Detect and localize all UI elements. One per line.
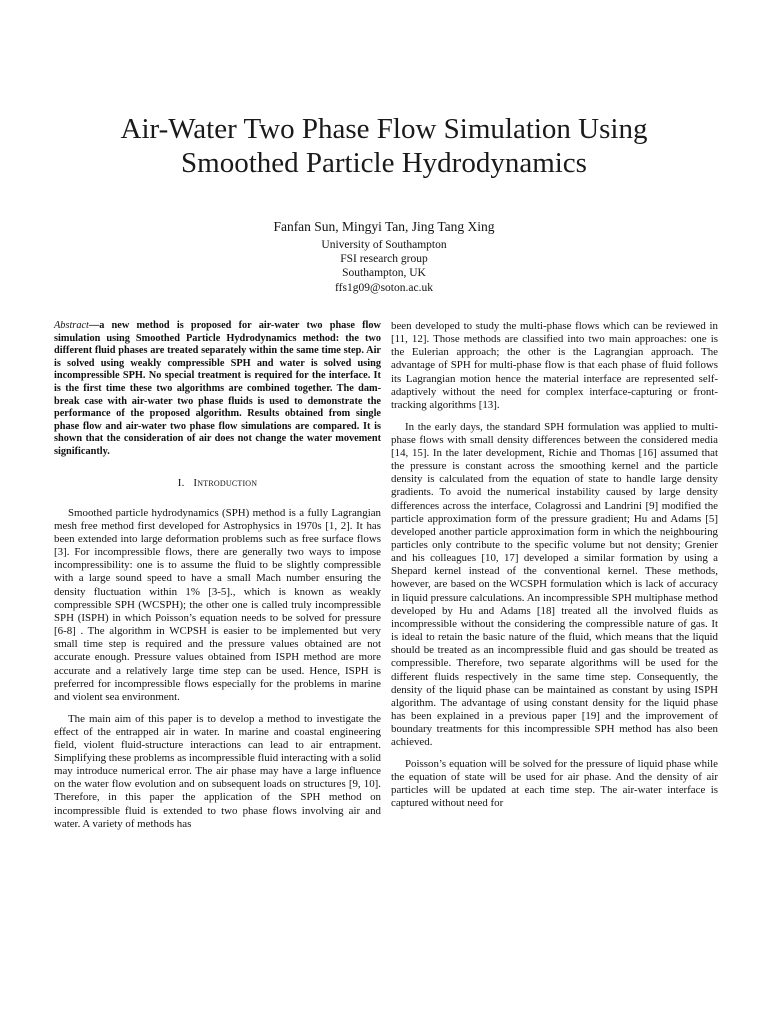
author-list: Fanfan Sun, Mingyi Tan, Jing Tang Xing [273,219,495,234]
intro-paragraph-3: In the early days, the standard SPH formulation was applied to multi-phase flows with small density differences between the considered media [14, 15]. In the later development, Richie and Thomas [16] assumed that the pressure is constant across the smoothing kernel and the particle density is calculated from the equation of state to handle large density gradients. To avoid the numerical instability caused by large density differences across the interface, Colagrossi and Landrini [9] modified the particle approximation form of the pressure gradient; Hu and Adams [5] developed another particle approximation form in which the neighbouring particles only contribute to the specific volume but not density; Grenier and his colleagues [10, 17] developed a similar formation by using a Shepard kernel instead of the conventional kernel. These methods, however, are based on the WCSPH formulation which is lack of accuracy in liquid pressure calculations. An incompressible SPH multiphase method developed by Hu and Adams [18] treated all the involved fluids as incompressible without the considering the compressible nature of gas. It is ideal to retain the basic nature of the fluid, which means that the liquid should be treated as an incompressible fluid and gas should be treated as compressible. Therefore, two separate algorithms will be used for the different fluids respectively in the same time step. Consequently, the density of the liquid phase can be maintained as constant by using ISPH algorithm. The advantage of using constant density for the liquid phase has been explained in a previous paper [19] and the improvement of boundary treatments for this incompressible SPH method has also been achieved. [391,420,718,749]
title-line-2: Smoothed Particle Hydrodynamics [181,147,587,179]
section-number: I. [177,476,185,489]
intro-paragraph-2-continued: been developed to study the multi-phase flows which can be reviewed in [11, 12]. Those methods are classified into two main approaches: one is the Eulerian approach; the other is the Lagrangian approach. The advantage of SPH for multi-phase flow is that each phase of fluid follows its Lagrangian motion hence the material interface are represented self-adaptively without the need for complex interface-capturing or front-tracking algorithms [13]. [391,320,718,411]
paper-title [60,112,708,180]
section-title: Introduction [193,476,258,489]
intro-paragraph-4: Poisson’s equation will be solved for the pressure of liquid phase while the equation of state will be used for air phase. And the density of air particles will be updated at each time step. The air-water interface is captured without need for [391,758,718,810]
abstract-text: a new method is proposed for air-water two phase flow simulation using Smoothed Particle Hydrodynamics method: the two different fluid phases are treated separately within the same time step. Air is solved using weakly compressible SPH and water is solved using incompressible SPH. No special treatment is required for the interface. It is the first time these two algorithms are combined together. The dam-break case with air-water two phase fluids is used to demonstrate the performance of the proposed algorithm. Results obtained from single phase flow and air-water two phase flow simulations are compared. It is shown that the consideration of air does not change the water movement significantly. [54,320,381,457]
intro-paragraph-2: The main aim of this paper is to develop a method to investigate the effect of the entrapped air in water. In marine and coastal engineering field, violent fluid-structure interactions can lead to air entrapment. Simplifying these problems as incompressible fluid interacting with a solid may introduce numerical error. The air phase may have a large influence on the water flow evolution and on subsequent loads on structures [9, 10]. Therefore, in this paper the application of the SPH method on incompressible fluid is extended to two phase flows involving air and water. A variety of methods has [54,712,381,830]
abstract-label: Abstract [54,320,89,331]
title-line-1: Air-Water Two Phase Flow Simulation Using [120,113,648,145]
affiliation-block [60,238,708,295]
affiliation-university: University of Southampton [321,239,447,251]
author-email: ffs1g09@soton.ac.uk [335,281,433,294]
intro-paragraph-1: Smoothed particle hydrodynamics (SPH) method is a fully Lagrangian mesh free method first developed for Astrophysics in 1970s [1, 2]. It has been extended into large deformation problems such as free surface flows [3]. For incompressible flows, there are generally two ways to impose incompressibility: one is to assume the fluid to be slightly compressible with a large sound speed to have a small Mach number ensuring the density fluctuation within 1% [3-5]., which is known as weakly compressible SPH (WCSPH); the other one is called truly incompressible SPH (ISPH) in which Poisson’s equation needs to be solved for pressure [6-8] . The algorithm in WCPSH is easier to be implemented but very small time step is required and the pressure values obtained are not accurate enough. Pressure values obtained from ISPH method are more accurate and a relatively large time step can be used. Hence, ISPH is preferred for incompressible flows especially for the problems in marine and violent sea environment. [54,506,381,703]
section-heading-introduction [54,477,381,490]
affiliation-location: Southampton, UK [342,267,426,280]
abstract-dash: — [88,320,100,331]
abstract [54,320,381,459]
right-column [391,320,718,819]
left-column [54,320,381,839]
affiliation-group: FSI research group [340,253,428,266]
